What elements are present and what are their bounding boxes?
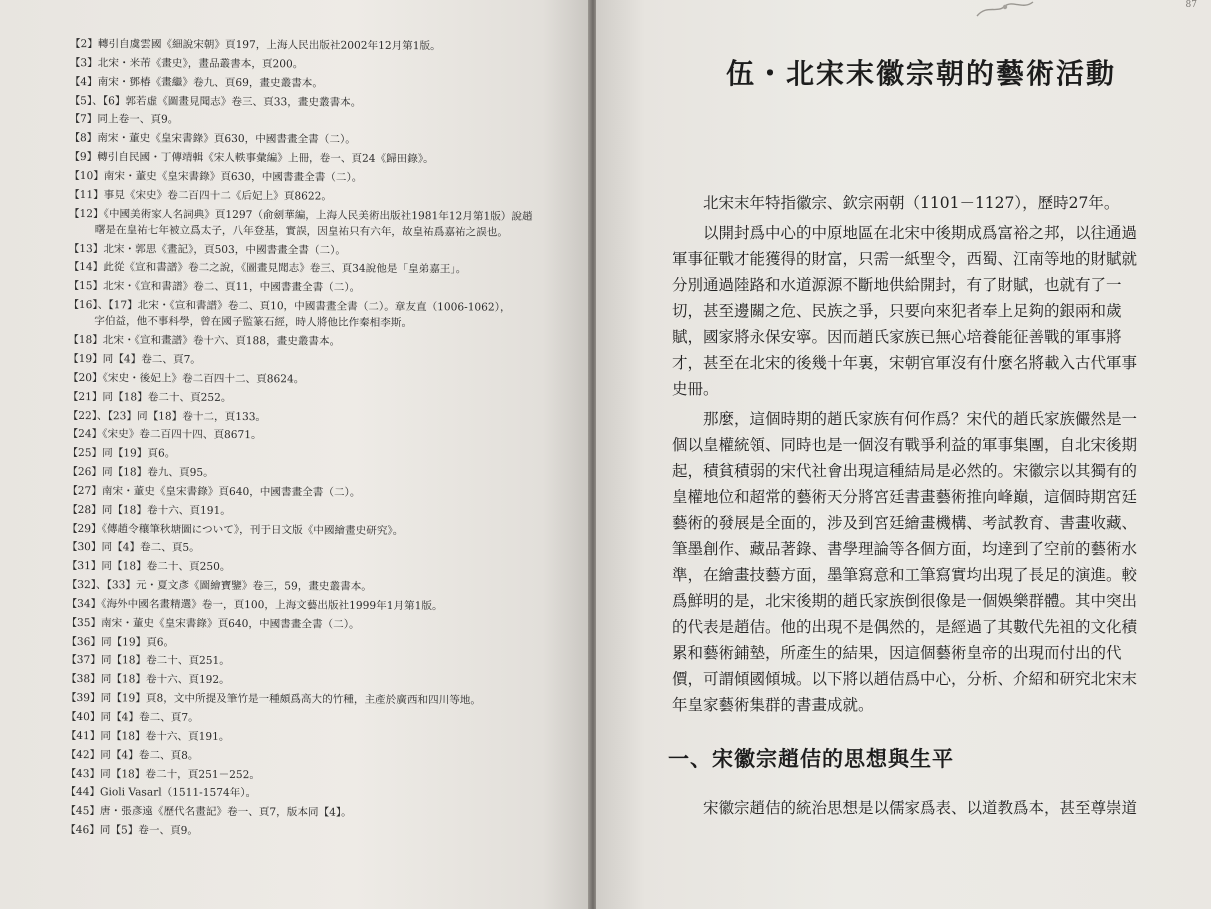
left-page bbox=[0, 0, 590, 909]
endnote-item: 【25】同【19】頁6。 bbox=[67, 447, 176, 460]
endnote-item: 【44】Gioli Vasarl（1511-1574年）。 bbox=[65, 786, 257, 800]
endnote-line: 曙是在皇祐七年被立爲太子，八年登基，實誤，因皇祐只有六年，故皇祐爲嘉祐之誤也。 bbox=[94, 223, 508, 239]
endnote-item: 【37】同【18】卷二十、頁251。 bbox=[66, 654, 230, 668]
endnote-item: 【29】《傳趙令穰筆秋塘圖について》，刊于日文版《中國繪畫史研究》。 bbox=[66, 522, 404, 537]
endnote-item: 【45】唐・張彥遠《歷代名畫記》卷一、頁7，版本同【4】。 bbox=[65, 805, 352, 819]
endnote-item: 【4】南宋・鄧椿《畫繼》卷九、頁69，畫史叢書本。 bbox=[69, 75, 324, 90]
endnote-item: 【15】北宋・《宣和書譜》卷二、頁11，中國書畫全書（二）。 bbox=[68, 280, 361, 295]
endnote-item bbox=[68, 296, 568, 334]
endnote-item: 【39】同【19】頁8，文中所提及筆竹是一種頗爲高大的竹種，主產於廣西和四川等地。 bbox=[65, 692, 482, 707]
endnote-item: 【30】同【4】卷二、頁5。 bbox=[66, 541, 200, 555]
endnotes-list bbox=[65, 35, 570, 843]
endnote-item bbox=[69, 205, 569, 243]
page-number: 87 bbox=[1185, 0, 1197, 10]
endnote-item: 【43】同【18】卷二十，頁251－252。 bbox=[65, 767, 261, 781]
endnote-item: 【46】同【5】卷一、頁9。 bbox=[65, 824, 199, 837]
body-text bbox=[672, 190, 1140, 718]
endnote-item: 【40】同【4】卷二、頁7。 bbox=[65, 710, 199, 724]
endnote-item: 【9】轉引自民國・丁傳靖輯《宋人軼事彙編》上冊，卷一、頁24《歸田錄》。 bbox=[69, 151, 434, 166]
section-heading: 一、宋徽宗趙佶的思想與生平 bbox=[668, 746, 954, 771]
endnote-item: 【42】同【4】卷二、頁8。 bbox=[65, 748, 199, 762]
endnote-line: 字伯益，他不事科學，曾在國子監篆石經，時人將他比作秦相李斯。 bbox=[94, 315, 413, 330]
endnote-item: 【35】南宋・董史《皇宋書錄》頁640，中國書畫全書（二）。 bbox=[66, 616, 360, 631]
endnote-item: 【13】北宋・郭思《畫記》，頁503，中國書畫全書（二）。 bbox=[68, 242, 347, 257]
paragraph: 以開封爲中心的中原地區在北宋中後期成爲富裕之邦，以往通過軍事征戰才能獲得的財富，只需一紙聖令，西蜀、江南等地的財賦就分別通過陸路和水道源源不斷地供給開封，有了財賦，也就有了一切，甚至邊關之危、民族之爭，只要向來犯者奉上足夠的銀兩和歲賦，國家將永保安寧。因而趙氏家族已無心培養能征善戰的軍事將才，甚至在北宋的後幾十年裏，宋朝官軍沒有什麼名將載入古代軍事史冊。 bbox=[672, 224, 1138, 398]
chapter-title: 伍・北宋末徽宗朝的藝術活動 bbox=[726, 57, 1117, 90]
endnote-item: 【36】同【19】頁6。 bbox=[66, 635, 175, 649]
endnote-line: 【12】《中國美術家人名詞典》頁1297（俞劍華編，上海人民美術出版社1981年12月第1版）說趙 bbox=[68, 207, 533, 223]
paragraph: 那麼，這個時期的趙氏家族有何作爲？宋代的趙氏家族儼然是一個以皇權統領、同時也是一個沒有戰爭利益的軍事集團，自北宋後期起，積貧積弱的宋代社會出現這種結局是必然的。宋徽宗以其獨有的皇權地位和超常的藝術天分將宮廷書畫藝術推向峰巔，這個時期宮廷藝術的發展是全面的，涉及到宮廷繪畫機構、考試教育、書畫收藏、筆墨創作、藏品著錄、書學理論等各個方面，均達到了空前的藝術水準，在繪畫技藝方面，墨筆寫意和工筆寫實均出現了長足的演進。較爲鮮明的是，北宋後期的趙氏家族倒很像是一個娛樂群體。其中突出的代表是趙佶。他的出現不是偶然的，是經過了其數代先祖的文化積累和藝術鋪墊，所產生的結果，因這個藝術皇帝的出現而付出的代價，可謂傾國傾城。以下將以趙佶爲中心，分析、介紹和研究北宋末年皇家藝術集群的書畫成就。 bbox=[672, 410, 1138, 714]
endnote-item: 【2】轉引自虞雲國《細說宋朝》頁197，上海人民出版社2002年12月第1版。 bbox=[69, 37, 441, 53]
endnote-item: 【3】北宋・米芾《畫史》，畫品叢書本，頁200。 bbox=[69, 56, 304, 71]
endnote-item: 【18】北宋・《宣和畫譜》卷十六、頁188，畫史叢書本。 bbox=[68, 334, 341, 348]
endnote-item: 【21】同【18】卷二十、頁252。 bbox=[67, 390, 232, 404]
endnote-item: 【27】南宋・董史《皇宋書錄》頁640，中國書畫全書（二）。 bbox=[67, 484, 361, 499]
section-paragraph: 宋徽宗趙佶的統治思想是以儒家爲表、以道教爲本，甚至尊崇道 bbox=[703, 799, 1138, 817]
endnote-item: 【19】同【4】卷二、頁7。 bbox=[67, 352, 201, 366]
endnote-item: 【20】《宋史・後妃上》卷二百四十二、頁8624。 bbox=[67, 371, 305, 386]
endnote-item: 【22】、【23】同【18】卷十二，頁133。 bbox=[67, 409, 267, 423]
endnote-item: 【28】同【18】卷十六、頁191。 bbox=[67, 503, 231, 517]
endnote-item: 【7】同上卷一、頁9。 bbox=[69, 113, 179, 127]
endnote-item: 【8】南宋・董史《皇宋書錄》頁630，中國書畫全書（二）。 bbox=[69, 132, 356, 146]
endnote-item: 【26】同【18】卷九、頁95。 bbox=[67, 466, 214, 479]
paragraph: 北宋末年特指徽宗、欽宗兩朝（1101－1127），歷時27年。 bbox=[703, 194, 1120, 212]
endnote-item: 【32】、【33】元・夏文彥《圖繪寶鑒》卷三，59，畫史叢書本。 bbox=[66, 579, 372, 593]
endnote-item: 【5】、【6】郭若虛《圖畫見聞志》卷三、頁33，畫史叢書本。 bbox=[69, 94, 362, 109]
endnote-item: 【31】同【18】卷二十、頁250。 bbox=[66, 560, 231, 574]
header-ornament-icon bbox=[975, 0, 1035, 18]
endnote-item: 【41】同【18】卷十六、頁191。 bbox=[65, 729, 230, 743]
endnote-item: 【34】《海外中國名畫精選》卷一，頁100，上海文藝出版社1999年1月第1版。 bbox=[66, 597, 443, 613]
endnote-line: 【16】、【17】北宋・《宣和書譜》卷二、頁10，中國書畫全書（二）。章友直（1006-1062）， bbox=[68, 299, 511, 314]
endnote-item: 【24】《宋史》卷二百四十四、頁8671。 bbox=[67, 428, 262, 442]
endnote-item: 【11】事見《宋史》卷二百四十二《后妃上》頁8622。 bbox=[68, 188, 332, 203]
endnote-item: 【38】同【18】卷十六、頁192。 bbox=[66, 673, 230, 687]
endnote-item: 【10】南宋・董史《皇宋書錄》頁630，中國書畫全書（二）。 bbox=[69, 169, 363, 184]
endnote-item: 【14】此從《宣和書譜》卷二之說，《圖畫見聞志》卷三、頁34說他是「皇弟嘉王」。 bbox=[68, 261, 467, 276]
